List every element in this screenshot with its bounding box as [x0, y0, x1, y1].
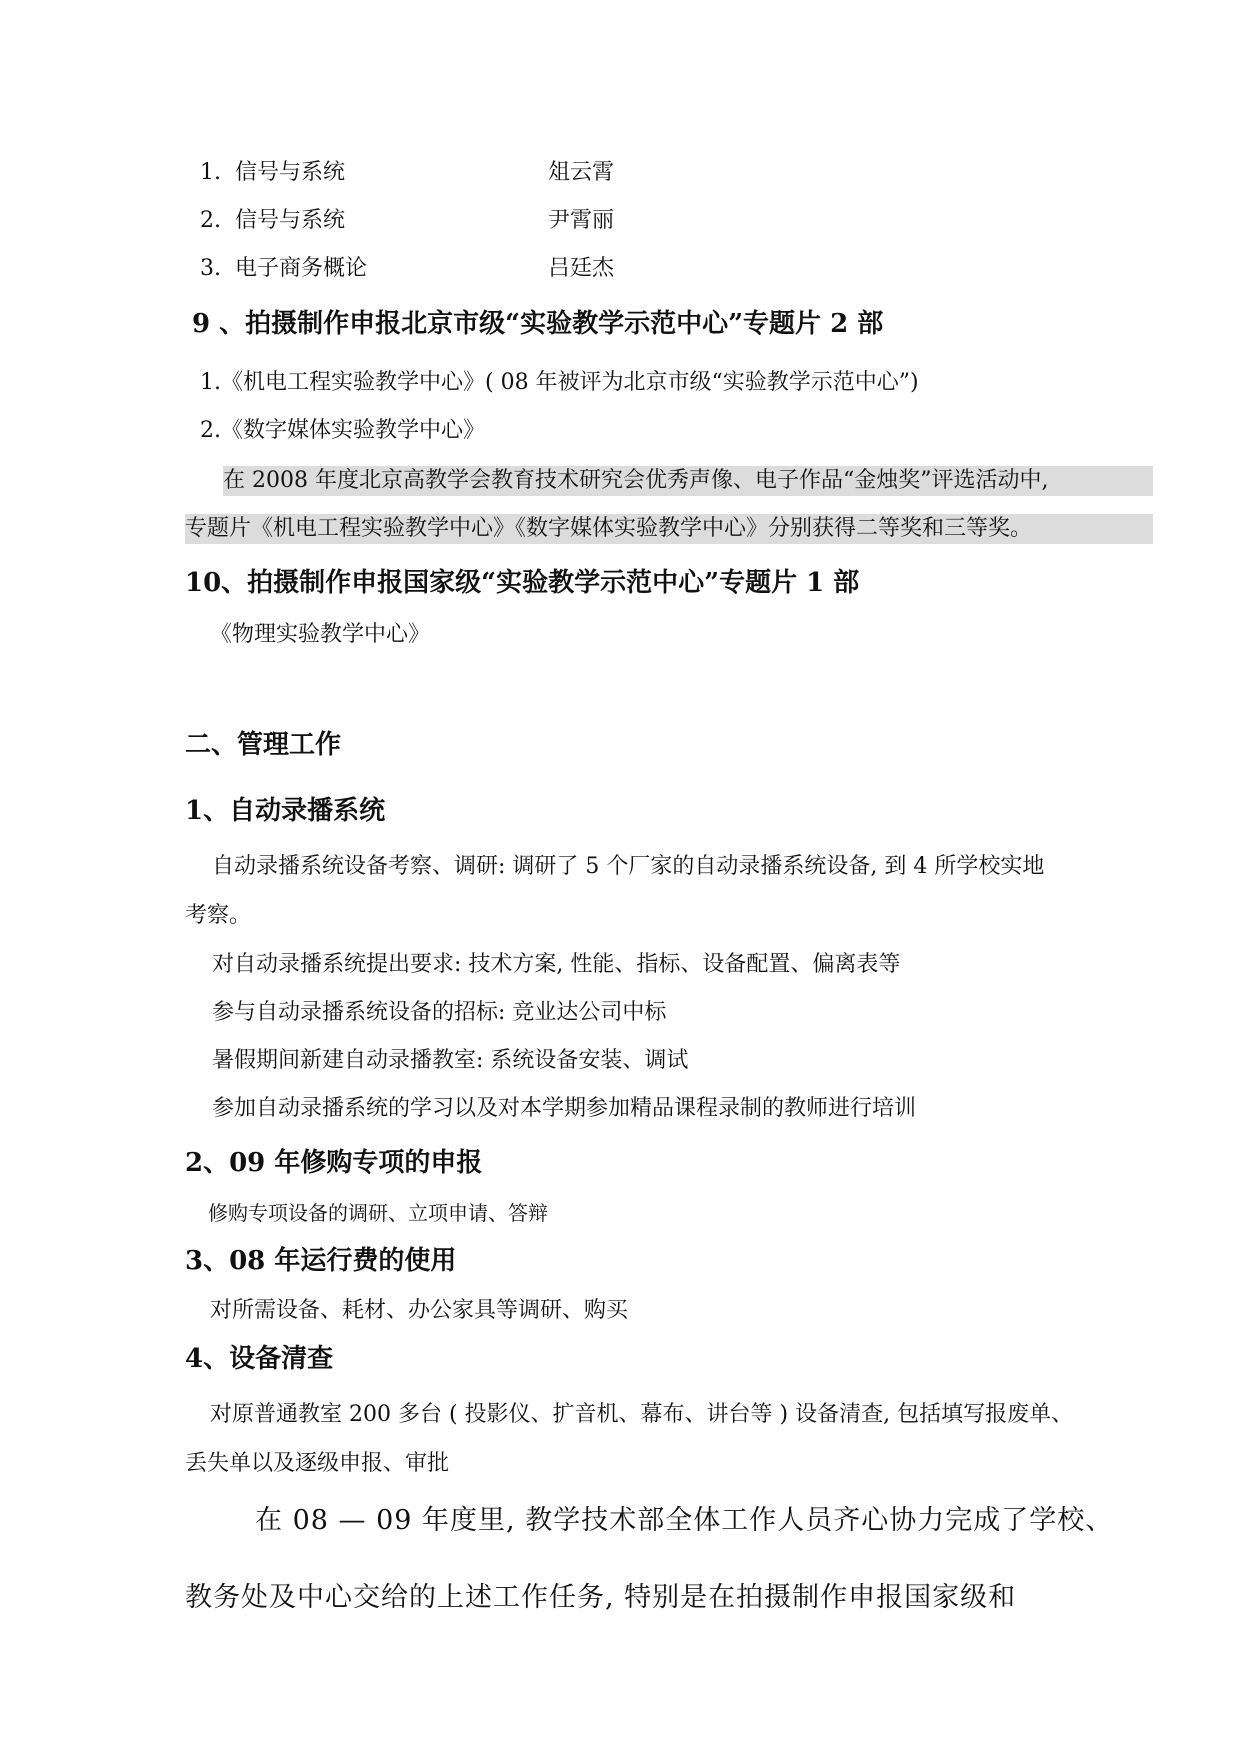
list-item: [200, 158, 345, 188]
list-num: 3.: [200, 256, 221, 281]
course-name: 信号与系统: [235, 160, 346, 185]
paragraph: 自动录播系统设备考察、调研: 调研了 5 个厂家的自动录播系统设备, 到 4 所学校实地: [212, 854, 1045, 879]
paragraph: 修购专项设备的调研、立项申请、答辩: [208, 1201, 548, 1225]
award-paragraph-line-1: 在 2008 年度北京高教学会教育技术研究会优秀声像、电子作品“金烛奖”评选活动中,: [223, 466, 1153, 496]
course-name: 信号与系统: [235, 208, 346, 233]
list-item: [200, 206, 345, 236]
closing-paragraph: 在 08 — 09 年度里, 教学技术部全体工作人员齐心协力完成了学校、: [255, 1505, 1114, 1536]
list-item: 2.《数字媒体实验教学中心》: [200, 418, 485, 443]
list-item: 参与自动录播系统设备的招标: 竞业达公司中标: [212, 1000, 667, 1025]
paragraph: 考察。: [185, 903, 252, 928]
teacher-name: 吕廷杰: [548, 256, 615, 281]
list-item: [200, 254, 367, 284]
list-item: 《物理实验教学中心》: [210, 622, 431, 647]
award-paragraph-line-2: 专题片《机电工程实验教学中心》《数字媒体实验教学中心》分别获得二等奖和三等奖。: [185, 514, 1153, 544]
list-item: 参加自动录播系统的学习以及对本学期参加精品课程录制的教师进行培训: [212, 1096, 917, 1121]
list-num: 2.: [200, 208, 221, 233]
subheading: 4、设备清查: [185, 1344, 334, 1374]
heading-9: 9 、拍摄制作申报北京市级“实验教学示范中心”专题片 2 部: [192, 309, 884, 339]
subheading: 3、08 年运行费的使用: [185, 1246, 457, 1276]
subheading: 2、09 年修购专项的申报: [185, 1148, 483, 1178]
list-num: 1.: [200, 160, 221, 185]
paragraph: 对所需设备、耗材、办公家具等调研、购买: [210, 1298, 629, 1323]
teacher-name: 俎云霄: [548, 160, 615, 185]
list-item: 暑假期间新建自动录播教室: 系统设备安装、调试: [212, 1048, 689, 1073]
closing-paragraph: 教务处及中心交给的上述工作任务, 特别是在拍摄制作申报国家级和: [185, 1582, 1017, 1613]
list-item: 对自动录播系统提出要求: 技术方案, 性能、指标、设备配置、偏离表等: [212, 952, 901, 977]
heading-10: 10、拍摄制作申报国家级“实验教学示范中心”专题片 1 部: [185, 568, 860, 598]
section-title: 二、管理工作: [185, 730, 342, 760]
paragraph: 对原普通教室 200 多台 ( 投影仪、扩音机、幕布、讲台等 ) 设备清查, 包括填写报废单、: [210, 1402, 1074, 1427]
paragraph: 丢失单以及逐级申报、审批: [185, 1451, 450, 1476]
subheading: 1、自动录播系统: [185, 796, 386, 826]
teacher-name: 尹霄丽: [548, 208, 615, 233]
course-name: 电子商务概论: [235, 256, 368, 281]
list-item: 1.《机电工程实验教学中心》( 08 年被评为北京市级“实验教学示范中心”): [200, 370, 919, 395]
